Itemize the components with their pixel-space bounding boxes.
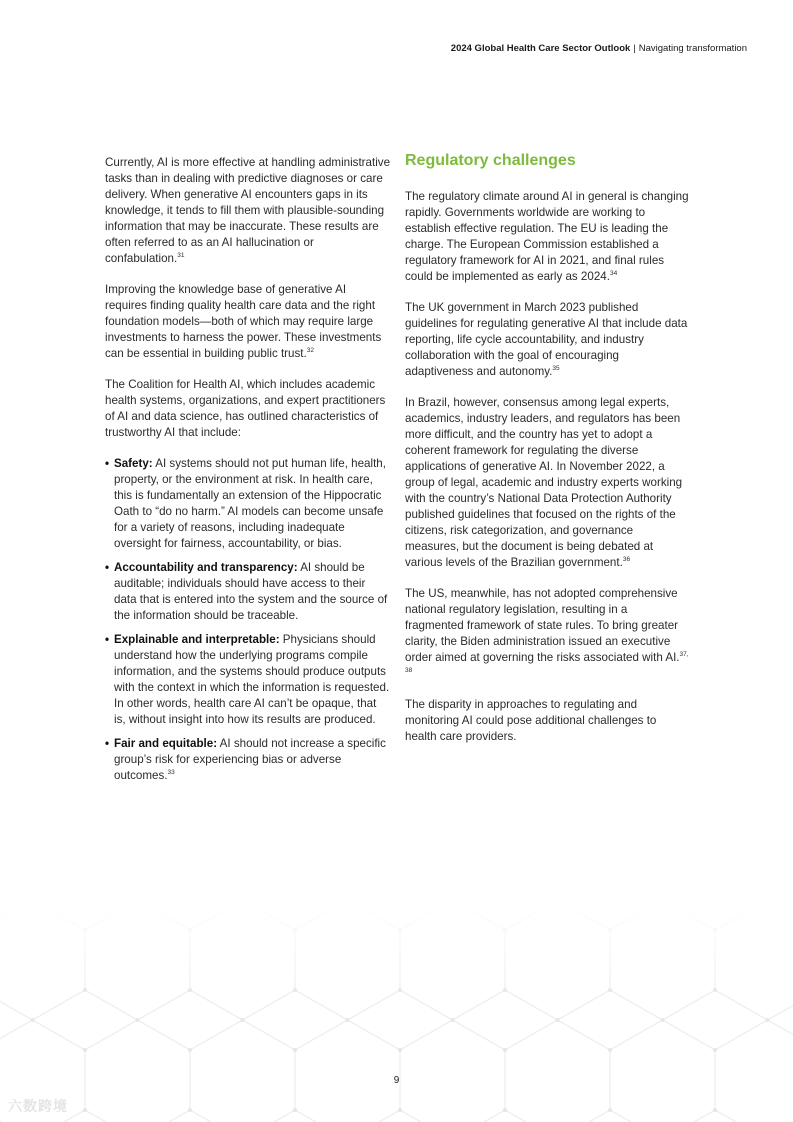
- right-column: [405, 151, 689, 760]
- hexagon-background-pattern: [0, 900, 793, 1122]
- list-item: • Fair and equitable: AI should not increase a specific group’s risk for experiencing bias or adverse outcomes.$^{33}$: [105, 736, 391, 784]
- paragraph: The US, meanwhile, has not adopted comprehensive national regulatory legislation, resulting in a fragmented framework of state rules. To bring greater clarity, the Biden administration issued an executive order aimed at governing the risks associated with AI.$^{37, 38}$: [405, 587, 689, 675]
- footnote-ref: 35: [552, 365, 560, 373]
- bullet-label: Safety:: [114, 457, 153, 470]
- footnote-ref: 36: [622, 556, 631, 564]
- footnote-ref: 31: [177, 252, 185, 260]
- list-item: • Safety: AI systems should not put human life, health, property, or the environment at risk. In health care, this is fundamentally an extension of the Hippocratic Oath to “do no harm.” AI models can become unsafe for a variety of reasons, including inadequate oversight for fairness, accountability, or bias.: [105, 456, 391, 552]
- footnote-ref: 34: [609, 270, 618, 278]
- characteristics-list: [105, 456, 391, 784]
- list-item: • Accountability and transparency: AI should be auditable; individuals should have access to their data that is entered into the system and the source of the information should be traceable.: [105, 560, 391, 624]
- page-header: [451, 43, 747, 54]
- header-subtitle: Navigating transformation: [638, 43, 747, 54]
- header-separator: |: [633, 43, 636, 54]
- bullet-label: Fair and equitable:: [114, 737, 218, 750]
- watermark-logo: 六数跨境: [8, 1098, 68, 1114]
- paragraph: The Coalition for Health AI, which includes academic health systems, organizations, and expert practitioners of AI and data science, has outlined characteristics of trustworthy AI that include:: [105, 378, 386, 439]
- paragraph: The disparity in approaches to regulating and monitoring AI could pose additional challenges to health care providers.: [405, 698, 657, 743]
- footnote-ref: 37, 38: [405, 651, 689, 675]
- page-number: 9: [393, 1075, 400, 1086]
- list-item: • Explainable and interpretable: Physicians should understand how the underlying programs compile information, and the systems should produce outputs with the context in which the information is requested. In other words, health care AI can’t be opaque, that is, without insight into how its results are produced.: [105, 632, 391, 728]
- bullet-label: Accountability and transparency:: [114, 561, 298, 574]
- paragraph: The regulatory climate around AI in general is changing rapidly. Governments worldwide are working to establish effective regulation. The EU is leading the charge. The European Commission established a regulatory framework for AI in 2021, and final rules could be implemented as early as 2024.34: [405, 190, 689, 283]
- paragraph: Improving the knowledge base of generative AI requires finding quality health care data and the right foundation models—both of which may require large investments to harness the power. These investments can be essential in building public trust.$^{32}$: [105, 283, 382, 360]
- header-title: 2024 Global Health Care Sector Outlook: [450, 43, 631, 54]
- footnote-ref: 33: [167, 769, 175, 777]
- left-column: [105, 155, 391, 792]
- section-heading: Regulatory challenges: [405, 152, 576, 169]
- footnote-ref: 32: [306, 347, 314, 355]
- paragraph: In Brazil, however, consensus among legal experts, academics, industry leaders, and regulators has been more difficult, and the country has yet to adopt a coherent framework for regulating the diverse applications of generative AI. In November 2022, a group of legal, academic and industry experts working with the country’s National Data Protection Authority published guidelines that focused on the rights of the citizens, risk categorization, and governance measures, but the document is being debated at various levels of the Brazilian government.$^{36}$: [405, 396, 683, 569]
- paragraph: Currently, AI is more effective at handling administrative tasks than in dealing with predictive diagnoses or care delivery. When generative AI encounters gaps in its knowledge, it tends to fill them with plausible-sounding information that may be inaccurate. These results are often referred to as an AI hallucination or confabulation.$^{31}$: [105, 156, 391, 265]
- paragraph: The UK government in March 2023 published guidelines for regulating generative AI that include data reporting, life cycle accountability, and industry collaboration with the goal of encouraging adaptiveness and autonomy.$^{35}$: [405, 301, 688, 378]
- bullet-label: Explainable and interpretable:: [114, 633, 280, 646]
